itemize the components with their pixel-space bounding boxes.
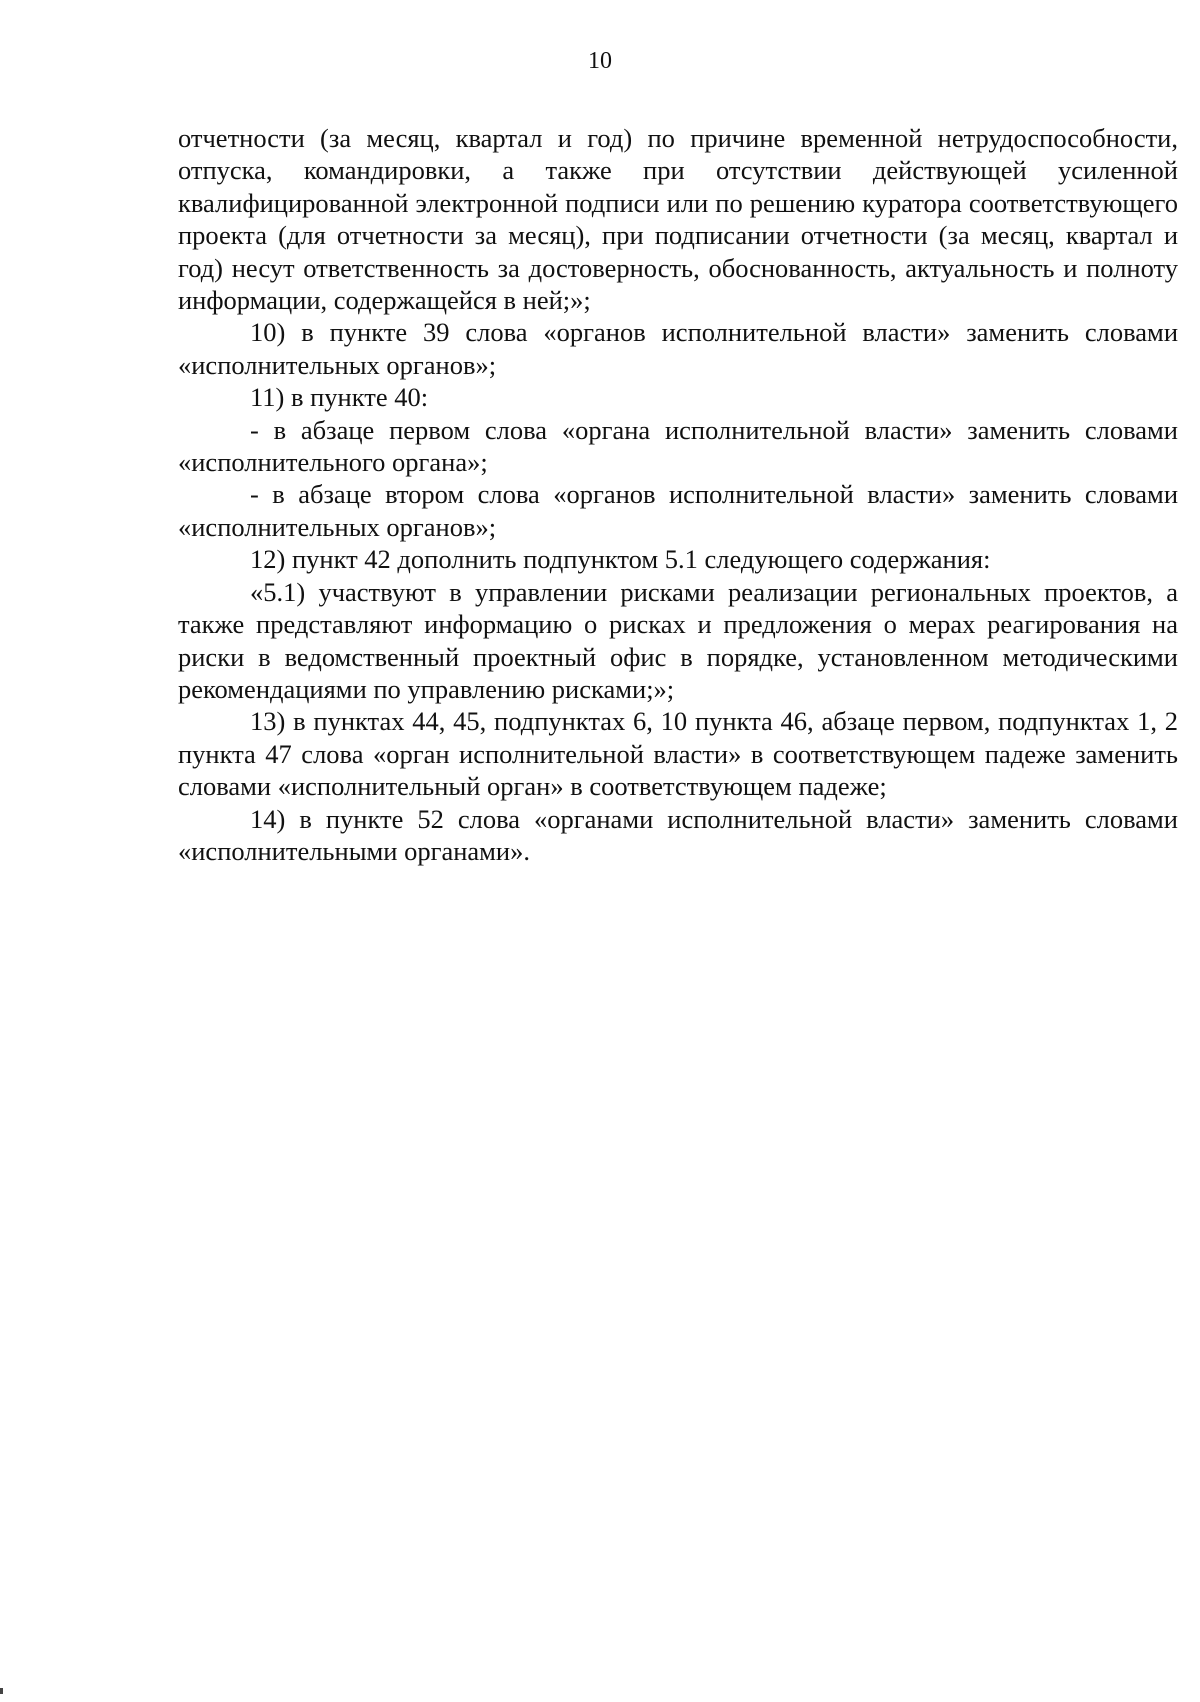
paragraph-item-10: 10) в пункте 39 слова «органов исполнительной власти» заменить словами «исполнительных органов»; [178, 317, 1178, 380]
paragraph-item-12-subitem: «5.1) участвуют в управлении рисками реализации региональных проектов, а также представляют информацию о рисках и предложения о мерах реагирования на риски в ведомственный проектный офис в порядке, установленном методическими рекомендациями по управлению рисками;»; [178, 576, 1178, 704]
scan-edge-mark [0, 1688, 3, 1694]
paragraph-item-11-second: - в абзаце втором слова «органов исполнительной власти» заменить словами «исполнительных органов»; [178, 479, 1178, 542]
paragraph-item-12: 12) пункт 42 дополнить подпунктом 5.1 следующего содержания: [250, 544, 991, 575]
paragraph-item-11-first: - в абзаце первом слова «органа исполнительной власти» заменить словами «исполнительного органа»; [178, 414, 1178, 478]
paragraph-continuation: отчетности (за месяц, квартал и год) по причине временной нетрудоспособности, отпуска, командировки, а также при отсутствии действующей усиленной квалифицированной электронной подписи или по решению куратора соответствующего проекта (для отчетности за месяц), при подписании отчетности (за месяц, квартал и год) несут ответственность за достоверность, обоснованность, актуальность и полноту информации, содержащейся в ней;»; [178, 123, 1178, 316]
paragraph-item-13: 13) в пунктах 44, 45, подпунктах 6, 10 пункта 46, абзаце первом, подпунктах 1, 2 пункта 47 слова «орган исполнительной власти» в соответствующем падеже заменить словами «исполнительный орган» в соответствующем падеже; [178, 706, 1178, 802]
document-body [178, 122, 1178, 867]
page-number: 10 [588, 48, 612, 74]
paragraph-item-11: 11) в пункте 40: [250, 382, 429, 413]
paragraph-item-14: 14) в пункте 52 слова «органами исполнительной власти» заменить словами «исполнительными органами». [178, 803, 1178, 866]
